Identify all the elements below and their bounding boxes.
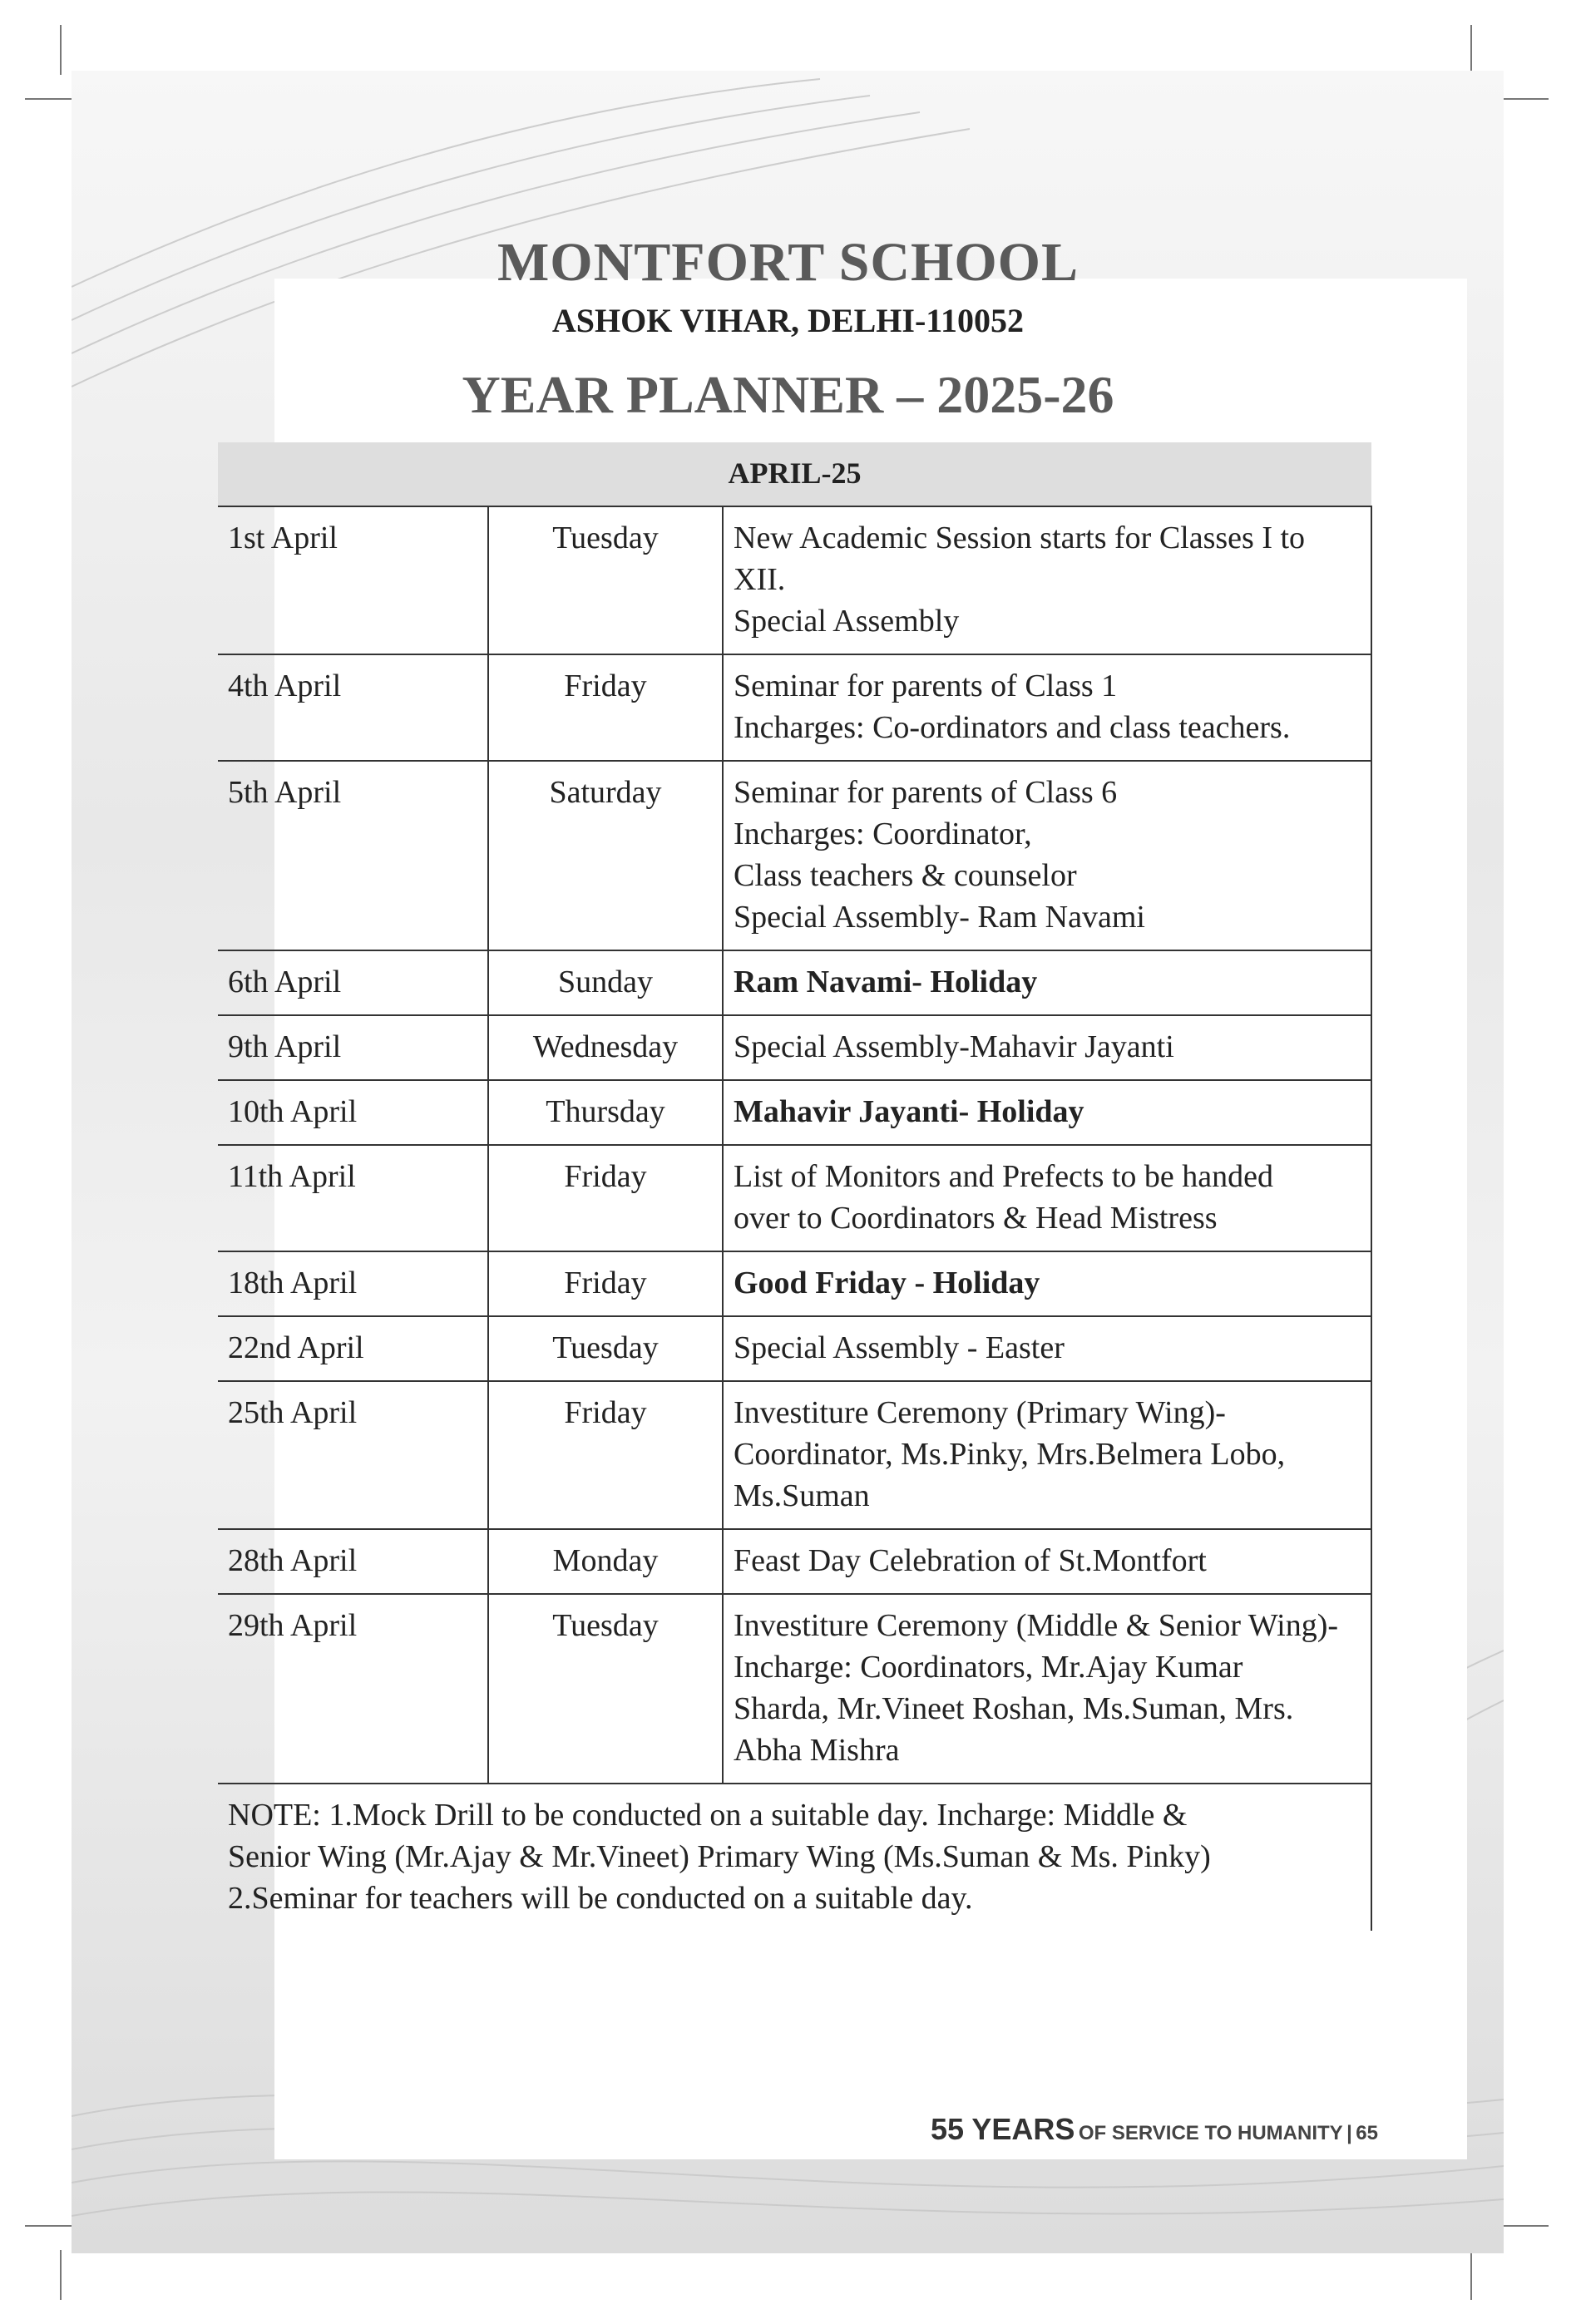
day-cell: Friday <box>488 654 723 761</box>
crop-mark <box>60 2250 62 2300</box>
crop-mark <box>1470 25 1472 75</box>
event-cell <box>723 1529 1371 1594</box>
event-line: Seminar for parents of Class 1 <box>734 669 1118 703</box>
table-row <box>218 1529 1371 1594</box>
event-line: New Academic Session starts for Classes I to <box>734 521 1306 555</box>
event-line: Feast Day Celebration of St.Montfort <box>734 1543 1207 1578</box>
note-row <box>218 1784 1371 1931</box>
day-cell: Tuesday <box>488 506 723 654</box>
day-cell: Monday <box>488 1529 723 1594</box>
date-cell: 4th April <box>218 654 488 761</box>
event-line: Ram Navami- Holiday <box>734 965 1038 999</box>
table-row <box>218 761 1371 950</box>
table-row <box>218 1316 1371 1381</box>
note-cell <box>218 1784 1371 1931</box>
date-cell: 1st April <box>218 506 488 654</box>
date-cell: 9th April <box>218 1015 488 1080</box>
event-cell <box>723 506 1371 654</box>
event-line: Special Assembly-Mahavir Jayanti <box>734 1029 1174 1064</box>
note-line: Senior Wing (Mr.Ajay & Mr.Vineet) Primary Wing (Ms.Suman & Ms. Pinky) <box>228 1839 1211 1874</box>
event-cell <box>723 1015 1371 1080</box>
crop-mark <box>1499 98 1549 100</box>
event-line: Abha Mishra <box>734 1733 900 1768</box>
day-cell: Friday <box>488 1251 723 1316</box>
table-row <box>218 506 1371 654</box>
table-row <box>218 1594 1371 1784</box>
event-line: Investiture Ceremony (Middle & Senior Wing)- <box>734 1608 1339 1643</box>
event-line: Good Friday - Holiday <box>734 1266 1040 1300</box>
date-cell: 11th April <box>218 1145 488 1251</box>
table-row <box>218 1080 1371 1145</box>
planner-table <box>218 442 1372 1931</box>
event-line: Incharges: Coordinator, <box>734 817 1032 851</box>
day-cell: Friday <box>488 1381 723 1529</box>
event-line: over to Coordinators & Head Mistress <box>734 1201 1218 1236</box>
date-cell: 29th April <box>218 1594 488 1784</box>
event-cell <box>723 654 1371 761</box>
table-row <box>218 1015 1371 1080</box>
footer-years: 55 YEARS <box>930 2112 1075 2146</box>
crop-mark <box>25 2225 75 2227</box>
crop-mark <box>1499 2225 1549 2227</box>
table-row <box>218 1251 1371 1316</box>
event-line: Special Assembly <box>734 604 960 639</box>
date-cell: 6th April <box>218 950 488 1015</box>
event-line: Incharge: Coordinators, Mr.Ajay Kumar <box>734 1650 1243 1685</box>
school-address: ASHOK VIHAR, DELHI-110052 <box>551 302 1025 339</box>
event-cell <box>723 1594 1371 1784</box>
day-cell: Tuesday <box>488 1594 723 1784</box>
event-line: Incharges: Co-ordinators and class teachers. <box>734 710 1291 745</box>
date-cell: 5th April <box>218 761 488 950</box>
school-name: MONTFORT SCHOOL <box>497 232 1079 293</box>
event-cell <box>723 1080 1371 1145</box>
event-line: Mahavir Jayanti- Holiday <box>734 1094 1084 1129</box>
planner-title: YEAR PLANNER – 2025-26 <box>462 365 1114 424</box>
event-line: Class teachers & counselor <box>734 858 1077 893</box>
day-cell: Saturday <box>488 761 723 950</box>
page-number: 65 <box>1356 2122 1378 2144</box>
footer-tagline: OF SERVICE TO HUMANITY <box>1078 2122 1343 2144</box>
event-line: Ms.Suman <box>734 1478 870 1513</box>
event-cell <box>723 950 1371 1015</box>
event-line: Special Assembly - Easter <box>734 1330 1065 1365</box>
month-label: APRIL-25 <box>218 442 1371 506</box>
event-cell <box>723 1316 1371 1381</box>
footer-separator: | <box>1346 2122 1352 2144</box>
date-cell: 25th April <box>218 1381 488 1529</box>
event-cell <box>723 1145 1371 1251</box>
day-cell: Sunday <box>488 950 723 1015</box>
day-cell: Wednesday <box>488 1015 723 1080</box>
event-line: XII. <box>734 562 786 597</box>
event-cell <box>723 761 1371 950</box>
event-line: Seminar for parents of Class 6 <box>734 775 1118 810</box>
event-line: List of Monitors and Prefects to be handed <box>734 1159 1274 1194</box>
day-cell: Friday <box>488 1145 723 1251</box>
note-line: 2.Seminar for teachers will be conducted on a suitable day. <box>228 1881 973 1916</box>
event-line: Sharda, Mr.Vineet Roshan, Ms.Suman, Mrs. <box>734 1691 1294 1726</box>
event-line: Investiture Ceremony (Primary Wing)- <box>734 1395 1226 1430</box>
table-row <box>218 1145 1371 1251</box>
note-line: NOTE: 1.Mock Drill to be conducted on a suitable day. Incharge: Middle & <box>228 1798 1188 1833</box>
crop-mark <box>25 98 75 100</box>
table-row <box>218 950 1371 1015</box>
crop-mark <box>60 25 62 75</box>
date-cell: 28th April <box>218 1529 488 1594</box>
crop-mark <box>1470 2250 1472 2300</box>
day-cell: Tuesday <box>488 1316 723 1381</box>
event-cell <box>723 1381 1371 1529</box>
table-row <box>218 1381 1371 1529</box>
event-line: Special Assembly- Ram Navami <box>734 900 1145 935</box>
date-cell: 10th April <box>218 1080 488 1145</box>
page-footer <box>931 2112 1378 2147</box>
day-cell: Thursday <box>488 1080 723 1145</box>
date-cell: 18th April <box>218 1251 488 1316</box>
event-cell <box>723 1251 1371 1316</box>
event-line: Coordinator, Ms.Pinky, Mrs.Belmera Lobo, <box>734 1437 1286 1472</box>
table-row <box>218 654 1371 761</box>
month-header-row <box>218 442 1371 506</box>
date-cell: 22nd April <box>218 1316 488 1381</box>
